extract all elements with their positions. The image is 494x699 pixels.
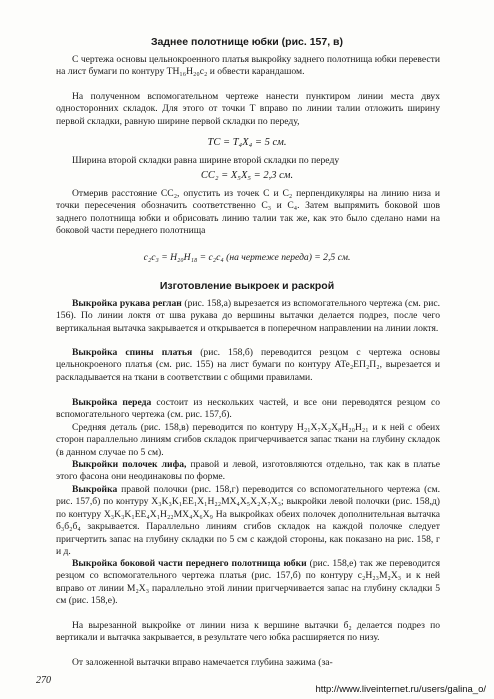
sleeve-text: (рис. 158,а) вырезается из вспомогательного чертежа (см. рис. 156). По линии локтя от шва рукава до вершины вытачки делается подрез, после чего вертикальная вытачка закрывается и открывается в поперечном направлении на линии локтя. (56, 298, 440, 334)
side-panel-text: (рис. 158,е) так же переводится резцом со вспомогательного чертежа платья (рис. 157,б) по контуру с₂H₂₃M₂X₃ и к ней вправо от линии M₂X₃ параллельно этой линии пригчерчивается запас на глубину складки 5 см (рис. 158,е). (56, 558, 440, 607)
paragraph-4: Отмерив расстояние CC₂, опустить из точек C и C₂ перпендикуляры на линию низа и точки пересечения обозначить соответственно C₃ и C₄. Затем выпрямить боковой шов заднего полотнища юбки и обрисовать линию талии так же, как это было сделано нами на боковой части переднего полотнища (56, 188, 440, 237)
formula-2: CC₂ = X₅X₅ = 2,3 см. (200, 170, 294, 181)
source-url: http://www.liveinternet.ru/users/galina_o/ (315, 684, 486, 695)
paragraph-front (56, 397, 440, 422)
paragraph-last: От заложенной вытачки вправо намечается глубина зажима (за- (72, 657, 333, 668)
paragraph-right-shelf (56, 484, 440, 558)
side-panel-title: Выкройка боковой части переднего полотнища юбки (72, 558, 307, 569)
bodice-title: Выкройки полочек лифа, (72, 459, 187, 470)
paragraph-sleeve (56, 298, 440, 335)
bodice-text: правой и левой, изготовляются отдельно, так как в платье этого фасона они неодинаковы по форме. (56, 459, 441, 483)
paragraph-bodice (56, 459, 440, 484)
paragraph-3: Ширина второй складки равна ширине второй складки по переду (72, 155, 340, 166)
formula-3: с₂с₃ = H₂₀H₁₈ = с₂с₄ (на чертеже переда) = 2,5 см. (143, 252, 351, 263)
sleeve-title: Выкройка рукава реглан (72, 298, 182, 309)
paragraph-middle-detail: Средняя деталь (рис. 158,в) переводится по контуру H₂₁X₇X₂X₈H₂₀H₂₁ и к ней с обеих сторон параллельно линиям сгибов складок пригчерчивается запас ткани на глубину складок (в данном случае по 5 см). (56, 422, 440, 458)
paragraph-side-panel (56, 558, 440, 608)
back-text: (рис. 158,б) переводится резцом с чертежа основы цельнокроеного платья (см. рис. 155) на лист бумаги по контуру ATe₂ЕП₂П₂, вырезается и раскладывается на ткани в соответствии с общими правилами. (56, 347, 440, 383)
right-shelf-text: правой полочки (рис. 158,г) переводится со вспомогательного чертежа (см. рис. 157,б) по контуру X₃K₃K₁EE₁X₁H₂₂MX₄X₅X₂X₇X₃; выкройки левой полочки (рис. 158,д) по контуру X₃K₃K₁EE₄X₁H₂₂MX₄X₆X₉ На выкройках обеих полочек дополнительная вытачка б₃б₂б₄ закрывается. Параллельно линиям сгибов складок на каждой полочке следует пригчертить запас на глубину складки по 5 см с каждой стороны, как показано на рис. 158, г и д. (56, 484, 440, 558)
front-title: Выкройка переда (72, 397, 152, 408)
formula-1: TC = T₄X₄ = 5 см. (207, 137, 287, 148)
paragraph-cut-pattern: На вырезанной выкройке от линии низа к вершине вытачки б₂ делается подрез по вертикали и вытачка закрывается, в результате чего юбка расширяется по низу. (56, 620, 440, 644)
section-heading-back-panel: Заднее полотнище юбки (рис. 157, в) (150, 36, 344, 48)
paragraph-1: С чертежа основы цельнокроенного платья выкройку заднего полотнища юбки перевести на лист бумаги по контуру TH₁₆H₂₀с₂ и обвести карандашом. (56, 54, 440, 78)
page-number: 270 (36, 675, 51, 686)
paragraph-back (56, 347, 440, 384)
section-heading-patterns: Изготовление выкроек и раскрой (159, 280, 335, 292)
back-title: Выкройка спины платья (72, 347, 193, 358)
front-text: состоит из нескольких частей, и все они переводятся резцом со вспомогательного чертежа (см. рис. 157,б). (56, 397, 440, 421)
right-shelf-title: Выкройка (72, 484, 118, 495)
paragraph-2: На полученном вспомогательном чертеже нанести пунктиром линии места двух односторонних складок. Для этого от точки T вправо по линии талии отложить ширину первой складки, равную ширине первой складки по переду, (56, 91, 440, 127)
